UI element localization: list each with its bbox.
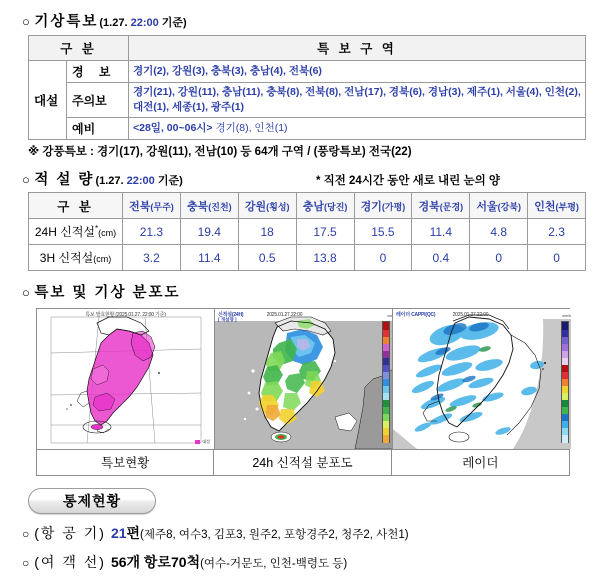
section2-subtitle: (1.27. 22:00 기준) bbox=[95, 175, 183, 188]
snow-col-header-0: 전북(무주) bbox=[123, 193, 181, 219]
map1-svg bbox=[37, 309, 214, 449]
cell-3h-7: 0 bbox=[528, 245, 586, 271]
advisory-zones: 경기(21), 강원(11), 충남(11), 충북(8), 전북(8), 전남(17), 경북(6), 경남(3), 제주(1), 서울(4), 인천(2), 대전(1), 세종(1), 광주(1) bbox=[129, 83, 586, 118]
caption-snow-distribution: 24h 신적설 분포도 bbox=[214, 450, 391, 475]
snow-col-header-6: 서울(강북) bbox=[470, 193, 528, 219]
ferry-route-unit: 개 항로 bbox=[126, 554, 171, 571]
row-label-24h: 24H 신적설*(cm) bbox=[29, 219, 123, 245]
preliminary-zone-list: 경기(8), 인천(1) bbox=[212, 122, 288, 135]
map-cell-snow-distribution bbox=[215, 309, 393, 449]
snow-depth-table bbox=[28, 192, 586, 271]
aircraft-detail: (제주8, 여수3, 김포3, 원주2, 포항경주2, 청주2, 사천1) bbox=[140, 529, 409, 542]
snow-table-header-row bbox=[29, 193, 586, 219]
map3-colorbar bbox=[561, 321, 569, 443]
table-row-24h bbox=[29, 219, 586, 245]
ferry-vessel-count: 70 bbox=[170, 554, 187, 571]
cell-3h-4: 0 bbox=[354, 245, 412, 271]
row-label-warning: 경 보 bbox=[67, 61, 129, 83]
caption-alert-status: 특보현황 bbox=[37, 450, 214, 475]
cell-3h-0: 3.2 bbox=[123, 245, 181, 271]
map3-overlay-title: 레이더 CAPPI(QC) 2025.01.27.22:00 bbox=[396, 312, 489, 319]
map-captions-row bbox=[37, 449, 569, 475]
table-row-3h bbox=[29, 245, 586, 271]
weather-alert-table bbox=[28, 35, 586, 140]
map-cell-radar bbox=[393, 309, 571, 449]
cell-24h-6: 4.8 bbox=[470, 219, 528, 245]
map-image-radar bbox=[393, 309, 571, 449]
table-row bbox=[29, 83, 586, 118]
section2-title: 적 설 량 bbox=[34, 172, 95, 189]
bullet-circle-icon: ○ bbox=[22, 172, 31, 188]
aircraft-unit: 편 bbox=[126, 525, 141, 542]
maps-row bbox=[37, 309, 569, 449]
cell-3h-1: 11.4 bbox=[180, 245, 238, 271]
preliminary-time-range: <28일, 00~06시> bbox=[133, 122, 213, 135]
cell-24h-7: 2.3 bbox=[528, 219, 586, 245]
map2-colorbar bbox=[382, 321, 390, 443]
map-image-alert-status bbox=[37, 309, 214, 449]
warning-zones: 경기(2), 강원(3), 충북(3), 충남(4), 전북(6) bbox=[129, 61, 586, 83]
snow-col-header-5: 경북(문경) bbox=[412, 193, 470, 219]
ferry-category-label: (여 객 선) bbox=[34, 554, 106, 571]
row-label-3h: 3H 신적설(cm) bbox=[29, 245, 123, 271]
section-heading-weather-alert bbox=[22, 10, 600, 31]
snow-col-header-4: 경기(가평) bbox=[354, 193, 412, 219]
control-status-badge: 통제현황 bbox=[28, 488, 156, 514]
row-label-preliminary: 예비 bbox=[67, 118, 129, 140]
snow-header-category: 구 분 bbox=[29, 193, 123, 219]
weather-report-page bbox=[0, 10, 600, 577]
control-line-aircraft bbox=[22, 523, 600, 543]
table-row bbox=[29, 61, 586, 83]
maps-container bbox=[36, 308, 570, 476]
header-category: 구 분 bbox=[29, 36, 129, 61]
map1-legend bbox=[195, 439, 210, 445]
map2-overlay-subtitle: [ 개설량 ] bbox=[218, 317, 237, 323]
control-line-ferry bbox=[22, 552, 600, 572]
alert-type-heavy-snow: 대설 bbox=[29, 61, 67, 140]
legend-label-heavy-snow: 대설 bbox=[202, 439, 210, 445]
map2-colorbar-unit: cm bbox=[387, 314, 392, 319]
cell-24h-0: 21.3 bbox=[123, 219, 181, 245]
snow-col-header-2: 강원(횡성) bbox=[238, 193, 296, 219]
preliminary-zones bbox=[129, 118, 586, 140]
section3-title: 특보 및 기상 분포도 bbox=[34, 285, 181, 302]
bullet-circle-icon: ○ bbox=[22, 285, 31, 301]
caption-radar: 레이더 bbox=[392, 450, 569, 475]
cell-24h-1: 19.4 bbox=[180, 219, 238, 245]
ferry-detail: (여수-거문도, 인천-백령도 등) bbox=[200, 558, 348, 571]
map2-overlay-title: 신적설(24H) 2025.01.27.22:00 bbox=[218, 312, 303, 319]
map1-overlay-title: 특보 발효현황 (2025.01.27. 22:00 기준) bbox=[85, 312, 166, 319]
aircraft-count: 21 bbox=[110, 525, 127, 542]
map-cell-alert-status bbox=[37, 309, 215, 449]
ferry-route-count: 56 bbox=[110, 554, 127, 571]
cell-24h-4: 15.5 bbox=[354, 219, 412, 245]
table-row bbox=[29, 118, 586, 140]
section1-title: 기상특보 bbox=[34, 14, 99, 30]
ferry-vessel-unit: 척 bbox=[186, 554, 201, 571]
bullet-circle-icon: ○ bbox=[22, 14, 31, 29]
map-image-snow-distribution bbox=[215, 309, 392, 449]
cell-3h-3: 13.8 bbox=[296, 245, 354, 271]
aircraft-category-label: (항 공 기) bbox=[34, 525, 106, 542]
snow-depth-note: * 직전 24시간 동안 새로 내린 눈의 양 bbox=[315, 175, 500, 188]
snow-col-header-7: 인천(부평) bbox=[528, 193, 586, 219]
section1-subtitle: (1.27. 22:00 기준) bbox=[99, 17, 187, 29]
row-label-advisory: 주의보 bbox=[67, 83, 129, 118]
cell-24h-5: 11.4 bbox=[412, 219, 470, 245]
map3-svg bbox=[393, 309, 571, 449]
cell-3h-2: 0.5 bbox=[238, 245, 296, 271]
snow-col-header-1: 충북(진천) bbox=[180, 193, 238, 219]
cell-3h-6: 0 bbox=[470, 245, 528, 271]
map2-svg bbox=[215, 309, 392, 449]
legend-swatch-heavy-snow-icon bbox=[195, 440, 200, 444]
map3-colorbar-unit: mm/h bbox=[562, 314, 571, 319]
snow-col-header-3: 충남(당진) bbox=[296, 193, 354, 219]
cell-24h-2: 18 bbox=[238, 219, 296, 245]
bullet-circle-icon: ○ bbox=[22, 556, 30, 571]
cell-24h-3: 17.5 bbox=[296, 219, 354, 245]
wind-alert-note: ※ 강풍특보 : 경기(17), 강원(11), 전남(10) 등 64개 구역 / (풍랑특보) 전국(22) bbox=[28, 146, 412, 159]
section-heading-distribution-maps bbox=[22, 281, 600, 302]
header-alert-zone: 특 보 구 역 bbox=[129, 36, 586, 61]
table-header-row bbox=[29, 36, 586, 61]
section-heading-snow-depth bbox=[22, 168, 600, 189]
bullet-circle-icon: ○ bbox=[22, 527, 30, 542]
cell-3h-5: 0.4 bbox=[412, 245, 470, 271]
